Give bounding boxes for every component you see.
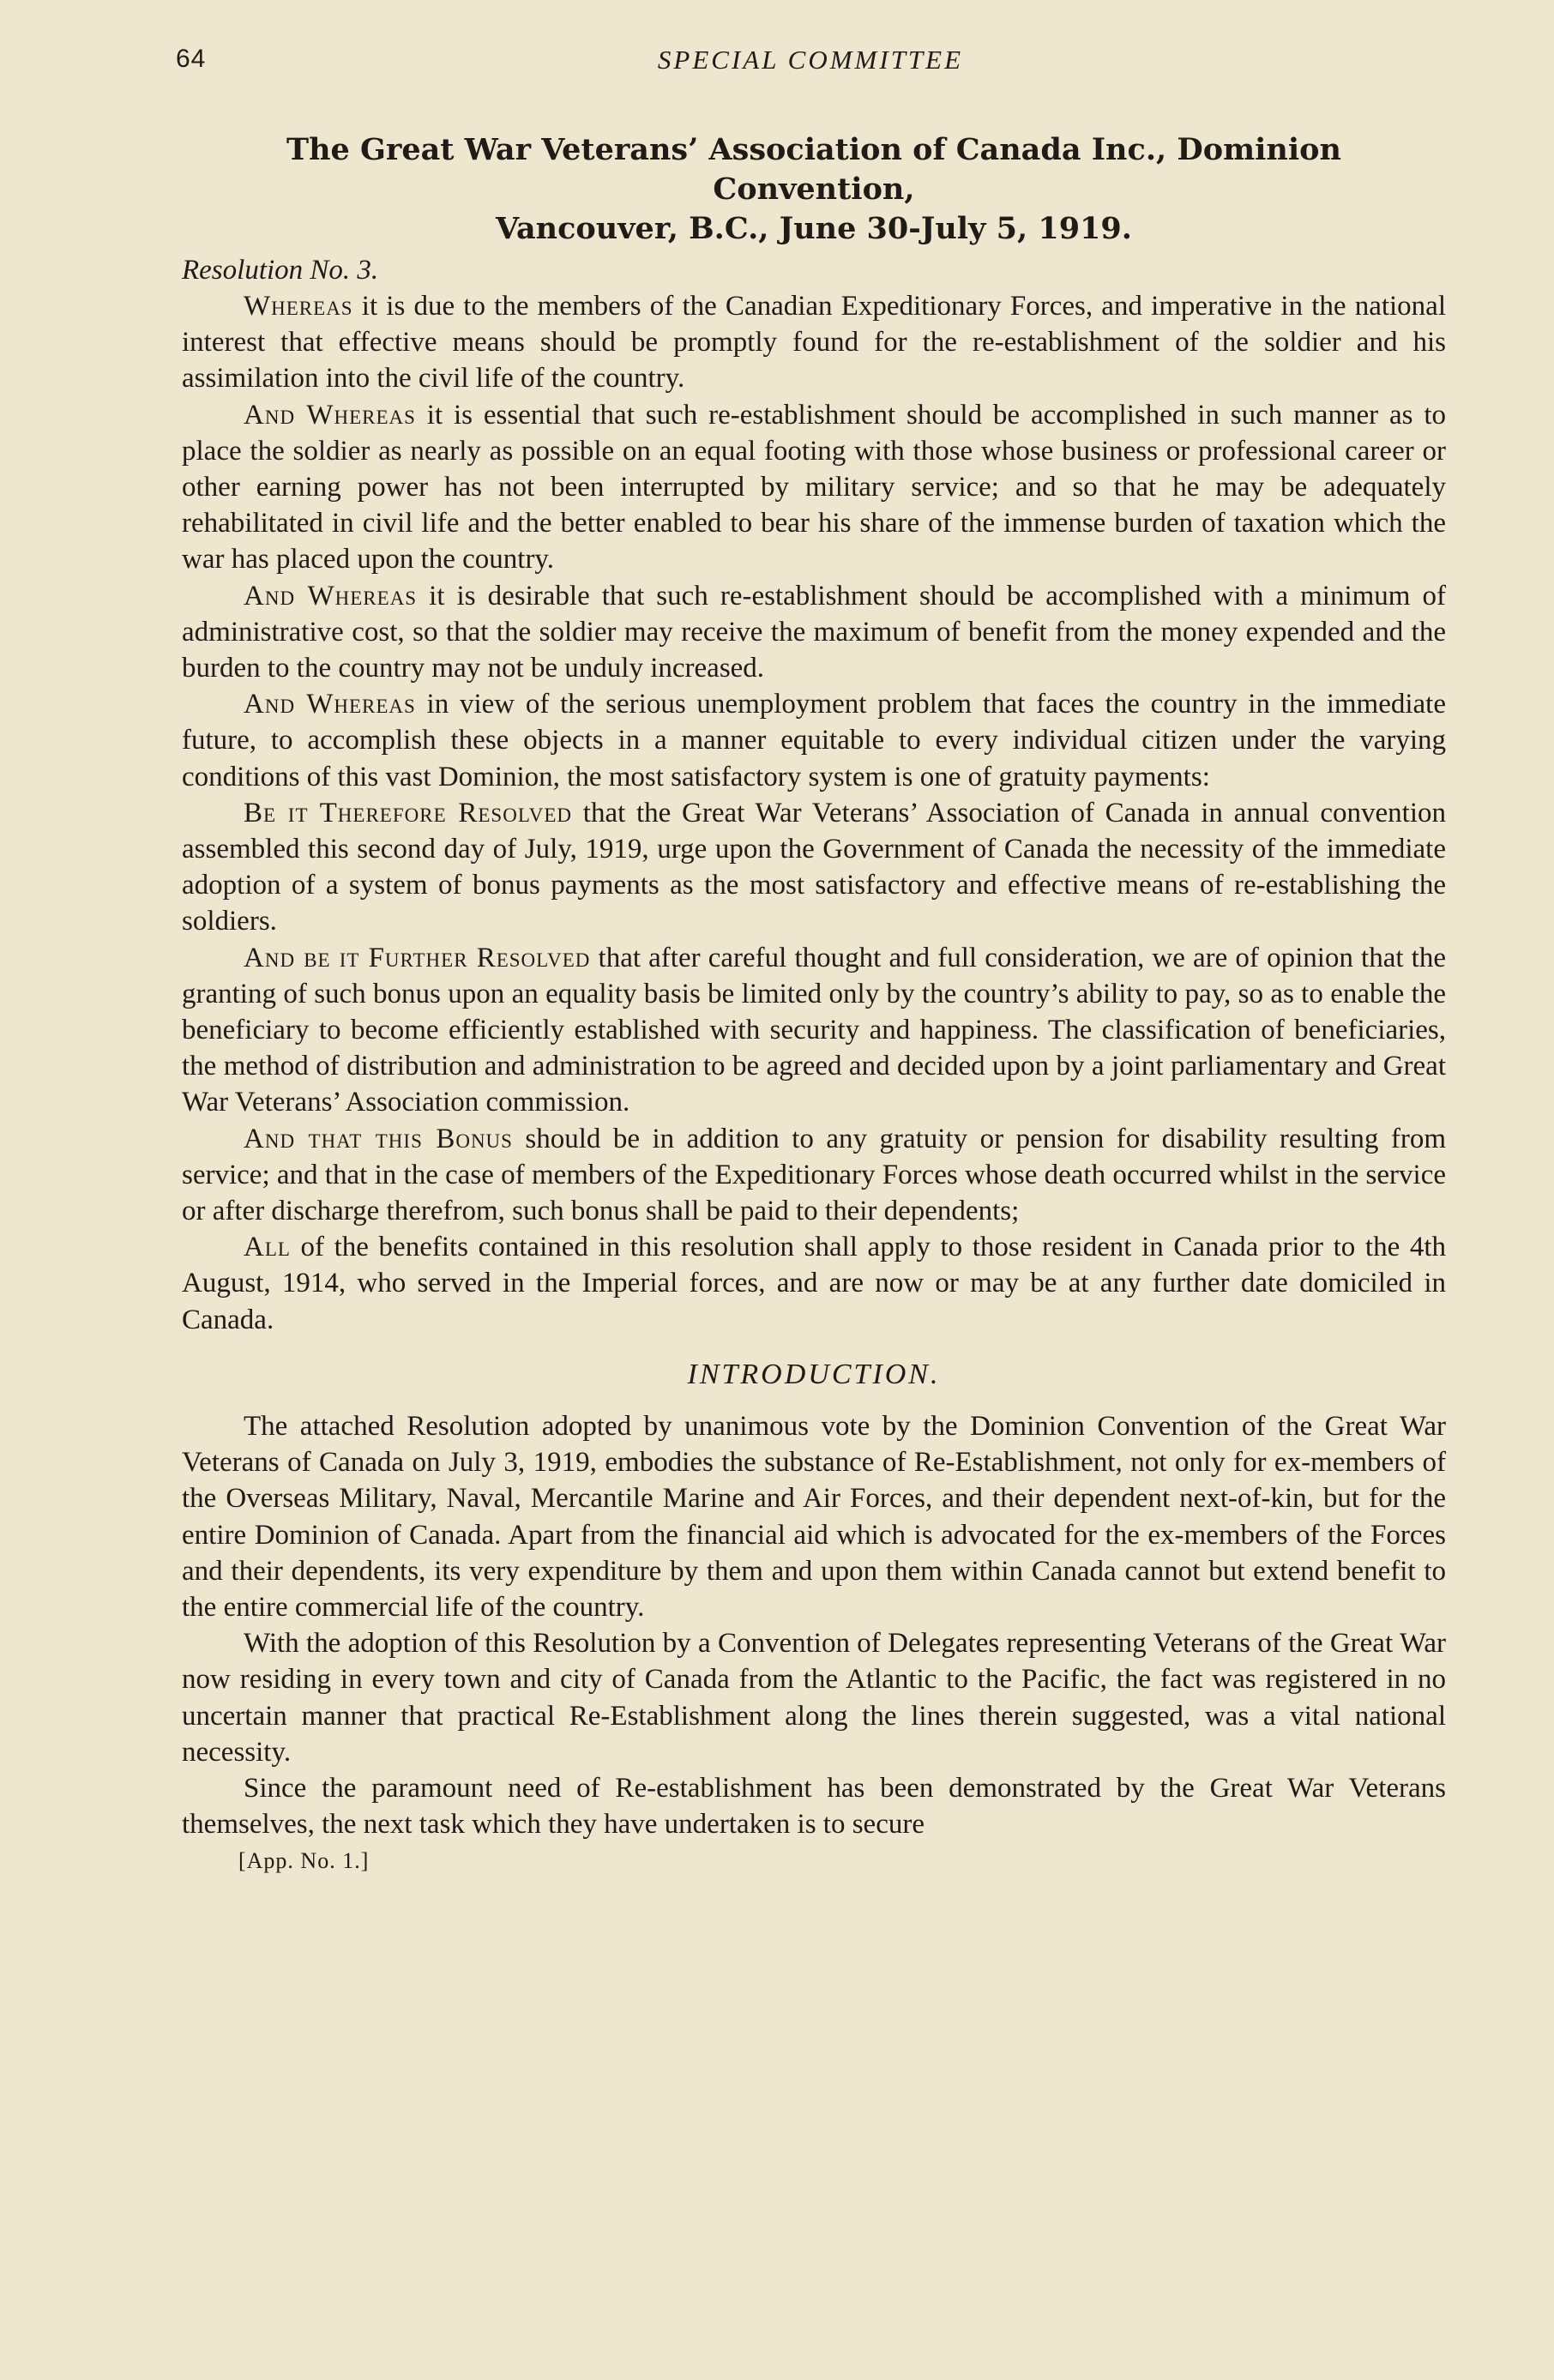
running-header — [176, 45, 1445, 79]
resolution-paragraph-7 — [182, 1121, 1446, 1230]
resolution-lead-3: And Whereas — [244, 580, 418, 612]
introduction-heading: INTRODUCTION. — [687, 1358, 941, 1390]
resolution-text-8: of the benefits contained in this resolution shall apply to those resident in Canada prior to the 4th August, 1914, who served in the Imperial forces, and are now or may be at any further date domiciled in Canada. — [182, 1232, 1446, 1335]
resolution-paragraph-8 — [182, 1229, 1446, 1338]
resolution-text-1: it is due to the members of the Canadian Expeditionary Forces, and imperative in the national interest that effective means should be promptly found for the re-establishment of the soldier and his assimilation into the civil life of the country. — [182, 291, 1446, 395]
resolution-text-4: in view of the serious unemployment problem that faces the country in the immediate future, to accomplish these objects in a manner equitable to every individual citizen under the varying conditions of this vast Dominion, the most satisfactory system is one of gratuity payments: — [182, 689, 1446, 792]
document-title-line-2: Vancouver, B.C., June 30-July 5, 1919. — [496, 211, 1132, 246]
running-title: SPECIAL COMMITTEE — [657, 45, 964, 75]
resolution-text-5: that the Great War Veterans’ Association of Canada in annual convention assembled this second day of July, 1919, urge upon the Government of Canada the necessity of the immediate adoption of a system of bonus payments as the most satisfactory and effective means of re-establishing the soldiers. — [182, 797, 1446, 937]
introduction-paragraph-3: Since the paramount need of Re-establishment has been demonstrated by the Great War Veterans themselves, the next task which they have undertaken is to secure — [182, 1772, 1446, 1841]
resolution-label: Resolution No. 3. — [182, 255, 379, 286]
resolution-paragraph-2 — [182, 397, 1446, 578]
resolution-text-2: it is essential that such re-establishment should be accomplished in such manner as to place the soldier as nearly as possible on an equal footing with those whose business or professional career or other earning power has not been interrupted by military service; and so that he may be adequately rehabilitated in civil life and the better enabled to bear his share of the immense burden of taxation which the war has placed upon the country. — [182, 399, 1446, 575]
resolution-paragraph-1 — [182, 288, 1446, 397]
page-content — [182, 130, 1446, 1875]
page-number: 64 — [176, 45, 207, 73]
resolution-text-6: that after careful thought and full consideration, we are of opinion that the granting of such bonus upon an equality basis be limited only by the country’s ability to pay, so as to enable the beneficiary to become efficiently established with security and happiness. The classification of beneficiaries, the method of distribution and administration to be agreed and decided upon by a joint parliamentary and Great War Veterans’ Association commission. — [182, 942, 1446, 1118]
resolution-paragraph-6 — [182, 940, 1446, 1121]
resolution-text-7: should be in addition to any gratuity or pension for disability resulting from service; and that in the case of members of the Expeditionary Forces whose death occurred whilst in the service or after discharge therefrom, such bonus shall be paid to their dependents; — [182, 1123, 1446, 1227]
resolution-paragraph-4 — [182, 686, 1446, 795]
resolution-lead-1: Whereas — [244, 291, 353, 322]
resolution-lead-8: All — [244, 1232, 291, 1263]
introduction-paragraph-2: With the adoption of this Resolution by a Convention of Delegates representing Veterans of the Great War now residing in every town and city of Canada from the Atlantic to the Pacific, the fact was registered in no uncertain manner that practical Re-Establishment along the lines therein suggested, was a vital national necessity. — [182, 1628, 1446, 1768]
resolution-lead-5: Be it Therefore Resolved — [244, 797, 573, 828]
resolution-paragraph-3 — [182, 578, 1446, 687]
resolution-lead-2: And Whereas — [244, 399, 416, 431]
resolution-lead-6: And be it Further Resolved — [244, 942, 591, 973]
introduction-paragraph-1: The attached Resolution adopted by unanimous vote by the Dominion Convention of the Great War Veterans of Canada on July 3, 1919, embodies the substance of Re-Establishment, not only for ex-members of the Overseas Military, Naval, Mercantile Marine and Air Forces, and their dependent next-of-kin, but for the entire Dominion of Canada. Apart from the financial aid which is advocated for the ex-members of the Forces and their dependents, its very expenditure by them and upon them within Canada cannot but extend benefit to the entire commercial life of the country. — [182, 1410, 1446, 1623]
document-title-line-1: The Great War Veterans’ Association of Canada Inc., Dominion Convention, — [286, 132, 1341, 207]
resolution-text-3: it is desirable that such re-establishment should be accomplished with a minimum of administrative cost, so that the soldier may receive the maximum of benefit from the money expended and the burden to the country may not be unduly increased. — [182, 580, 1446, 684]
resolution-lead-7: And that this Bonus — [244, 1123, 513, 1154]
resolution-paragraph-5 — [182, 795, 1446, 940]
resolution-lead-4: And Whereas — [244, 689, 416, 720]
document-title — [182, 130, 1446, 249]
appendix-note: [App. No. 1.] — [238, 1848, 370, 1874]
